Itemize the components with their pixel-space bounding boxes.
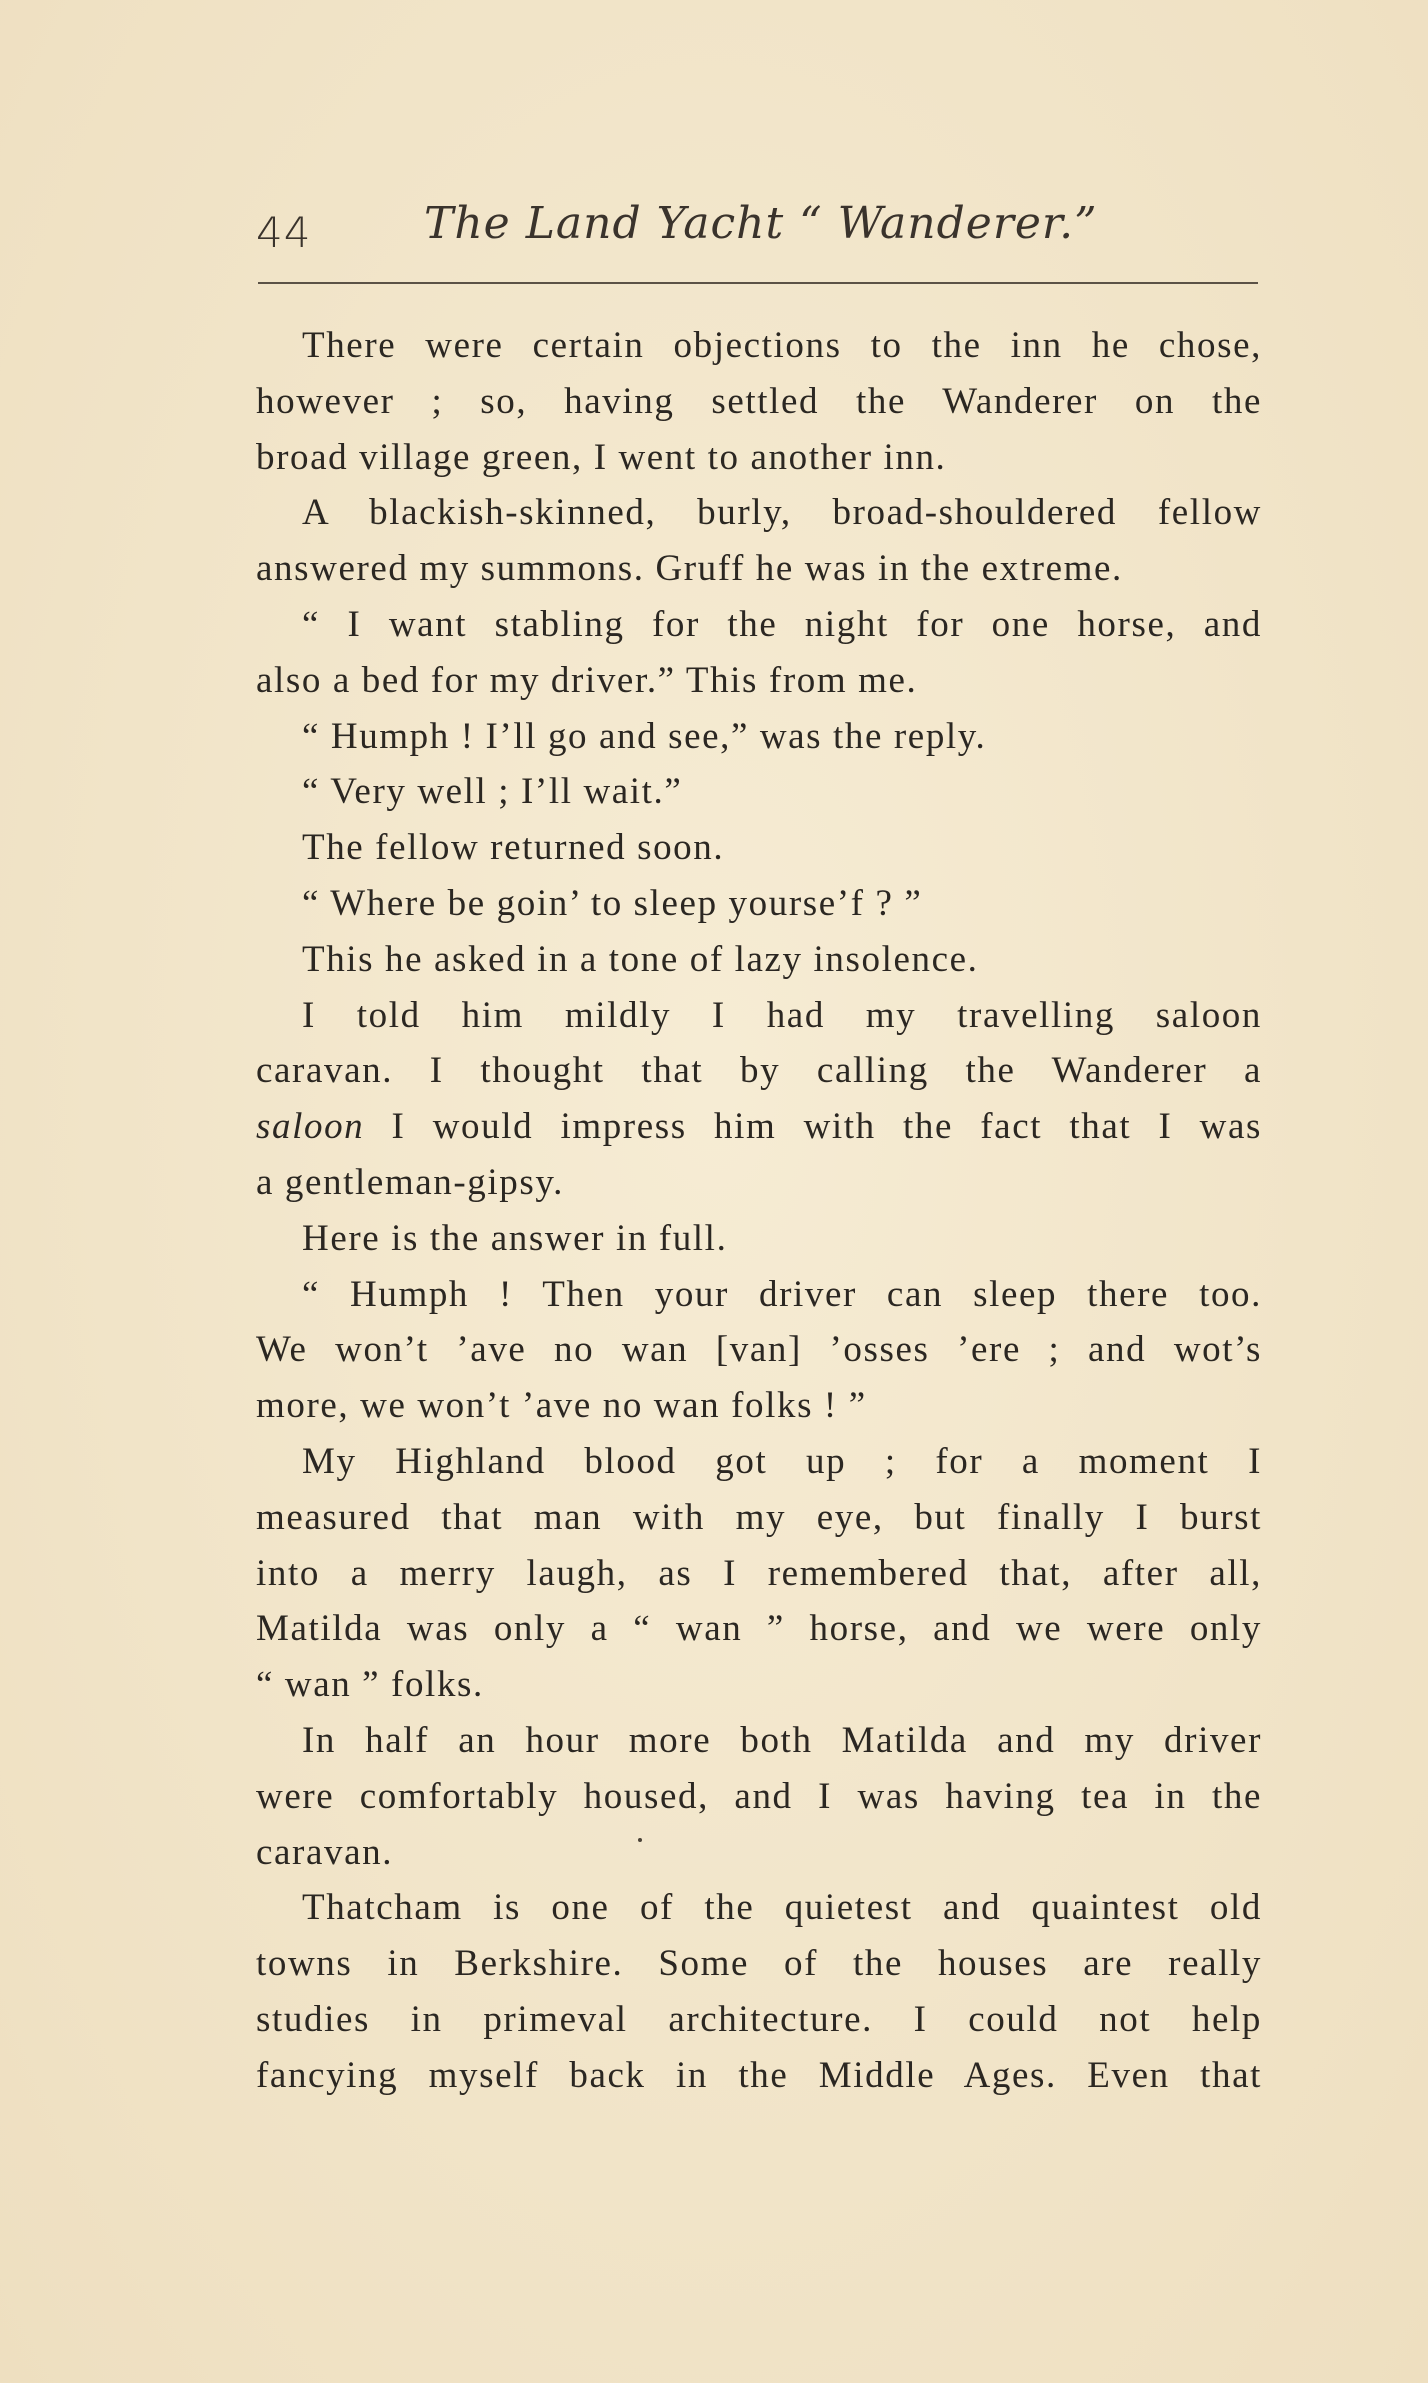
text-line: more, we won’t ’ave no wan folks ! ”: [256, 1385, 867, 1427]
text-line: This he asked in a tone of lazy insolence.: [302, 938, 979, 980]
text-line: caravan. I thought that by calling the Wanderer a: [256, 1050, 1262, 1092]
italic-word: saloon: [256, 1106, 365, 1148]
header-rule: [258, 282, 1258, 284]
text-line: measured that man with my eye, but finally I burst: [256, 1496, 1262, 1538]
text-line: Matilda was only a “ wan ” horse, and we were only: [256, 1608, 1262, 1650]
text-line: There were certain objections to the inn he chose,: [302, 325, 1262, 366]
text-line: broad village green, I went to another inn.: [256, 436, 947, 478]
text-line: however ; so, having settled the Wanderer on the: [256, 380, 1262, 422]
text-line: fancying myself back in the Middle Ages. Even that: [256, 2054, 1262, 2096]
body-text: [256, 318, 1262, 2104]
text-line: also a bed for my driver.” This from me.: [256, 659, 918, 701]
text-line-rest: I would impress him with the fact that I was: [364, 1106, 1262, 1148]
text-line: Thatcham is one of the quietest and quaintest old: [302, 1887, 1262, 1929]
text-line: “ Where be goin’ to sleep yourse’f ? ”: [302, 882, 923, 924]
page-header: [256, 198, 1260, 268]
text-line: My Highland blood got up ; for a moment I: [302, 1440, 1262, 1482]
page-number: 44: [256, 208, 312, 257]
text-line: I told him mildly I had my travelling saloon: [302, 994, 1262, 1036]
text-line: The fellow returned soon.: [302, 827, 725, 869]
text-line: towns in Berkshire. Some of the houses are really: [256, 1943, 1262, 1985]
text-line: “ Very well ; I’ll wait.”: [302, 771, 683, 813]
text-line: We won’t ’ave no wan [van] ’osses ’ere ; and wot’s: [256, 1329, 1262, 1371]
text-line: In half an hour more both Matilda and my driver: [302, 1719, 1262, 1761]
text-line: into a merry laugh, as I remembered that, after all,: [256, 1552, 1262, 1594]
text-line: were comfortably housed, and I was having tea in the: [256, 1775, 1262, 1817]
text-line: “ I want stabling for the night for one horse, and: [302, 603, 1262, 645]
print-speck: [638, 1838, 642, 1842]
text-line: studies in primeval architecture. I could not help: [256, 1998, 1262, 2040]
text-line: answered my summons. Gruff he was in the extreme.: [256, 548, 1123, 590]
text-line: [256, 1099, 1262, 1155]
running-title: The Land Yacht “ Wanderer.”: [424, 198, 1098, 249]
text-line: A blackish-skinned, burly, broad-shouldered fellow: [302, 492, 1262, 534]
text-line: caravan.: [256, 1831, 394, 1873]
text-line: “ wan ” folks.: [256, 1664, 484, 1706]
text-line: “ Humph ! I’ll go and see,” was the reply.: [302, 715, 987, 757]
text-line: “ Humph ! Then your driver can sleep there too.: [302, 1273, 1262, 1315]
text-line: a gentleman-gipsy.: [256, 1161, 564, 1203]
text-line: Here is the answer in full.: [302, 1217, 728, 1259]
